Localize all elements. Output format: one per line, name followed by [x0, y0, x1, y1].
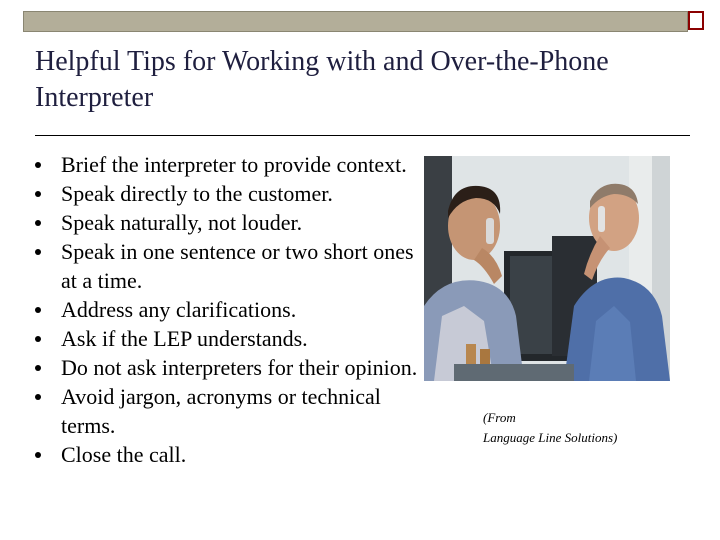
tip-item: Avoid jargon, acronyms or technical terms. [35, 382, 420, 440]
tip-item: Do not ask interpreters for their opinion. [35, 353, 420, 382]
tip-item: Speak directly to the customer. [35, 179, 420, 208]
tip-item: Speak naturally, not louder. [35, 208, 420, 237]
slide-title: Helpful Tips for Working with and Over-the-Phone Interpreter [35, 46, 609, 113]
caption-line-2: Language Line Solutions) [483, 430, 618, 445]
tip-item: Brief the interpreter to provide context. [35, 150, 420, 179]
photo-caption [483, 408, 703, 448]
caption-line-1: (From [483, 410, 516, 425]
tip-item: Close the call. [35, 440, 420, 469]
tip-item: Ask if the LEP understands. [35, 324, 420, 353]
tip-item: Speak in one sentence or two short ones at a time. [35, 237, 420, 295]
title-divider [35, 135, 690, 136]
slide-corner-square [688, 11, 704, 30]
photo-people-on-phones [424, 156, 670, 381]
tip-item: Address any clarifications. [35, 295, 420, 324]
slide-top-bar [23, 11, 688, 32]
tips-list [35, 150, 420, 469]
